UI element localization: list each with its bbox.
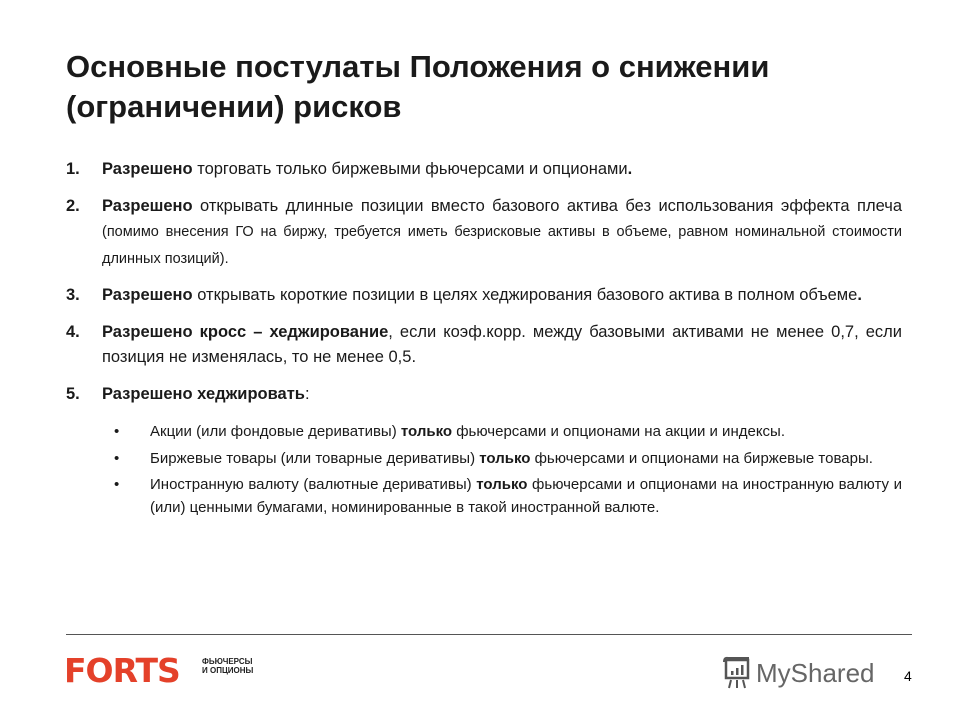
bullet-text: Иностранную валюту (валютные деривативы) — [150, 476, 477, 493]
bullet-item-3 — [114, 474, 902, 519]
bullet-text: фьючерсами и опционами на акции и индексы. — [452, 423, 785, 440]
list-item-4 — [66, 320, 902, 371]
bullet-dot: • — [114, 423, 120, 440]
watermark-text: MyShared — [756, 657, 875, 688]
bullet-dot: • — [114, 476, 120, 493]
slide-title: Основные постулаты Положения о снижении (ограничении) рисков — [66, 49, 770, 124]
logo-sub-line: ФЬЮЧЕРСЫ — [202, 657, 253, 666]
item-bold-end: . — [627, 160, 633, 178]
item-text: открывать длинные позиции вместо базового актива без использования эффекта плеча — [192, 196, 902, 215]
item-number: 2. — [66, 196, 80, 215]
bullet-list — [114, 421, 902, 519]
item-number: 1. — [66, 160, 80, 178]
item-bold: Разрешено — [102, 160, 193, 178]
page-number: 4 — [904, 668, 912, 684]
item-bold: Разрешено хеджировать — [102, 384, 305, 403]
item-number: 5. — [66, 384, 80, 403]
slide-content — [66, 157, 902, 523]
item-text: : — [304, 384, 310, 403]
list-item-1 — [66, 157, 902, 183]
item-text: торговать только биржевыми фьючерсами и опционами — [192, 160, 628, 178]
bullet-text: фьючерсами и опционами на иностранную валюту и (или) ценными бумагами, номинированные в такой иностранной валюте. — [150, 476, 902, 516]
myshared-watermark — [722, 656, 875, 690]
bullet-item-2 — [114, 448, 902, 471]
presentation-board-icon — [722, 656, 752, 690]
item-text: , если коэф.корр. между базовыми активами не менее 0,7, если позиция не изменялась, то не менее 0,5. — [102, 322, 902, 366]
item-bold: Разрешено — [102, 286, 193, 304]
item-bold-end: . — [857, 286, 862, 304]
item-number: 4. — [66, 322, 80, 341]
bullet-item-1 — [114, 421, 902, 444]
item-bold: Разрешено кросс – хеджирование — [102, 322, 389, 341]
bullet-text: фьючерсами и опционами на биржевые товары. — [530, 449, 873, 467]
bullet-dot: • — [114, 449, 120, 467]
list-item-2 — [66, 194, 902, 273]
bullet-bold: только — [400, 423, 453, 440]
forts-logo-subtitle — [202, 657, 253, 675]
list-item-3 — [66, 283, 902, 309]
bullet-text: Биржевые товары (или товарные деривативы) — [150, 449, 480, 467]
item-text: открывать короткие позиции в целях хеджирования базового актива в полном объеме — [192, 286, 858, 304]
item-bold: Разрешено — [102, 196, 193, 215]
item-number: 3. — [66, 286, 80, 304]
list-item-5 — [66, 382, 902, 408]
bullet-bold: только — [476, 476, 528, 493]
logo-sub-line: И ОПЦИОНЫ — [202, 666, 254, 675]
item-note: (помимо внесения ГО на биржу, требуется иметь безрисковые активы в объеме, равном номинальной стоимости длинных позиций). — [102, 224, 902, 267]
bullet-bold: только — [479, 449, 531, 467]
footer-divider — [66, 634, 912, 635]
forts-logo: FORTS — [64, 651, 180, 690]
bullet-text: Акции (или фондовые деривативы) — [150, 423, 401, 440]
